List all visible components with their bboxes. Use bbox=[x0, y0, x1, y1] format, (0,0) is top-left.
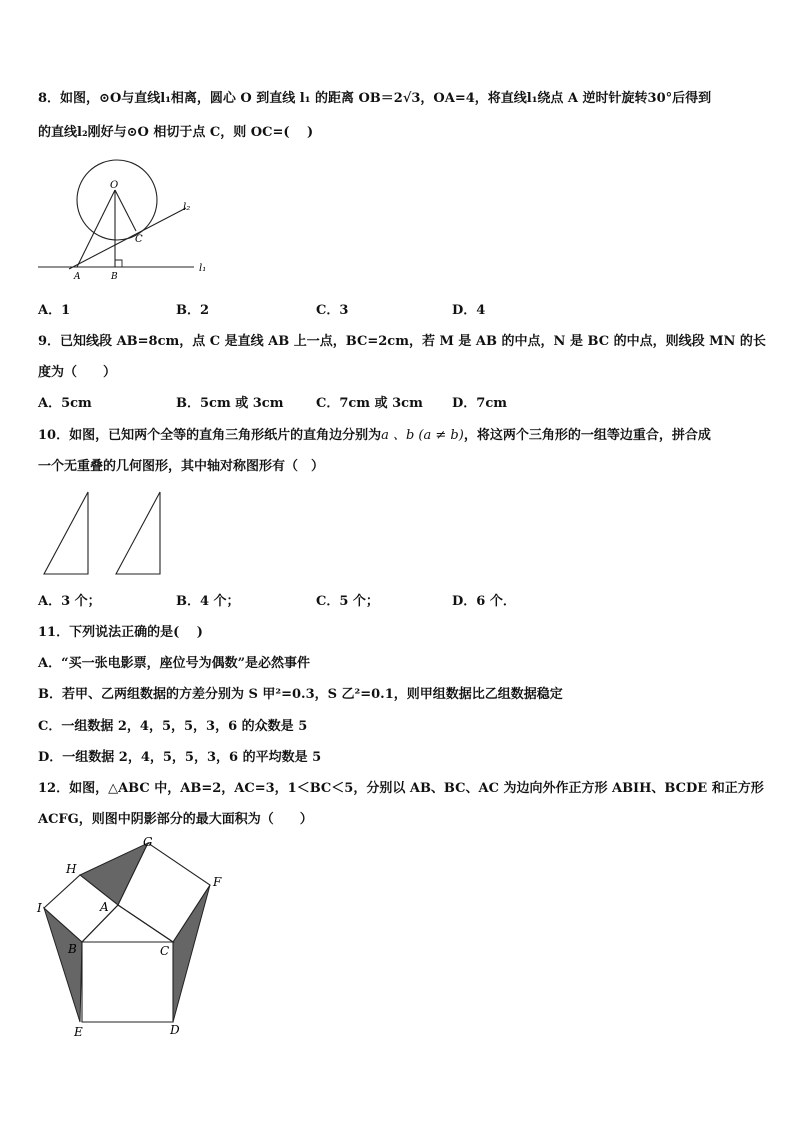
q9-option-b: B．5cm 或 3cm bbox=[176, 396, 284, 411]
q12-label-f: F bbox=[213, 875, 222, 889]
q8-option-b: B．2 bbox=[176, 303, 210, 318]
q12-label-c: C bbox=[160, 944, 170, 958]
q12-label-g: G bbox=[143, 835, 153, 849]
q8-option-c: C．3 bbox=[316, 303, 349, 318]
q12-label-b: B bbox=[68, 942, 77, 956]
q12-label-i: I bbox=[37, 901, 42, 915]
q8-option-a: A．1 bbox=[38, 303, 71, 318]
q9-option-a: A．5cm bbox=[38, 396, 92, 411]
q12-label-e: E bbox=[74, 1025, 83, 1039]
q10-stem-line2: 一个无重叠的几何图形，其中轴对称图形有（ ） bbox=[38, 459, 325, 474]
q12-label-h: H bbox=[66, 862, 77, 876]
q8-stem-line1: 8．如图，⊙O与直线l₁相离，圆心 O 到直线 l₁ 的距离 OB＝2√3，OA=4，将直线l₁绕点 A 逆时针旋转30°后得到 bbox=[38, 91, 712, 106]
q8-circle-o bbox=[77, 160, 157, 240]
q11-option-b: B．若甲、乙两组数据的方差分别为 S 甲²=0.3，S 乙²=0.1，则甲组数据比乙组数据稳定 bbox=[38, 687, 563, 702]
q8-label-a: A bbox=[74, 272, 81, 282]
q12-stem-line2: ACFG，则图中阴影部分的最大面积为（ ） bbox=[38, 812, 313, 827]
q11-stem: 11．下列说法正确的是( ) bbox=[38, 625, 203, 640]
q8-option-d: D．4 bbox=[452, 303, 486, 318]
q10-triangle-left bbox=[44, 492, 88, 574]
q8-label-c: C bbox=[135, 234, 143, 245]
q8-segment-oc bbox=[115, 190, 136, 231]
q9-stem-line2: 度为（ ） bbox=[38, 365, 117, 380]
q10-stem-text-b: ，将这两个三角形的一组等边重合，拼合成 bbox=[463, 428, 711, 443]
q8-label-o: O bbox=[110, 180, 119, 191]
q12-figure bbox=[30, 835, 230, 1045]
q8-stem-line2: 的直线l₂刚好与⊙O 相切于点 C，则 OC=( ) bbox=[38, 125, 314, 140]
q8-label-l1: l₁ bbox=[199, 263, 207, 274]
q10-triangle-right bbox=[116, 492, 160, 574]
q8-figure bbox=[36, 155, 216, 285]
q12-label-d: D bbox=[170, 1023, 180, 1037]
q10-option-a: A．3 个； bbox=[38, 594, 101, 609]
q10-stem-line1 bbox=[38, 427, 711, 445]
q9-stem-line1: 9．已知线段 AB=8cm，点 C 是直线 AB 上一点，BC=2cm，若 M 是 AB 的中点，N 是 BC 的中点，则线段 MN 的长 bbox=[38, 334, 766, 349]
q11-option-d: D．一组数据 2，4，5，5，3，6 的平均数是 5 bbox=[38, 750, 322, 765]
q12-stem-line1: 12．如图，△ABC 中，AB=2，AC=3，1＜BC＜5，分别以 AB、BC、AC 为边向外作正方形 ABIH、BCDE 和正方形 bbox=[38, 781, 764, 796]
q10-option-c: C．5 个； bbox=[316, 594, 379, 609]
q9-option-d: D．7cm bbox=[452, 396, 507, 411]
q8-label-l2: l₂ bbox=[183, 202, 191, 213]
q10-stem-math: a 、b (a ≠ b) bbox=[381, 428, 464, 443]
q11-option-a: A．“买一张电影票，座位号为偶数”是必然事件 bbox=[38, 656, 311, 671]
q12-label-a: A bbox=[100, 900, 109, 914]
q8-label-b: B bbox=[111, 272, 118, 282]
q10-figure bbox=[40, 488, 180, 578]
q10-option-d: D．6 个． bbox=[452, 594, 516, 609]
q10-stem-text-a: 10．如图，已知两个全等的直角三角形纸片的直角边分别为 bbox=[38, 428, 382, 443]
q9-option-c: C．7cm 或 3cm bbox=[316, 396, 423, 411]
q8-right-angle-mark bbox=[115, 260, 122, 267]
q10-option-b: B．4 个； bbox=[176, 594, 240, 609]
q11-option-c: C．一组数据 2，4，5，5，3，6 的众数是 5 bbox=[38, 719, 308, 734]
q8-line-l2 bbox=[69, 208, 186, 269]
